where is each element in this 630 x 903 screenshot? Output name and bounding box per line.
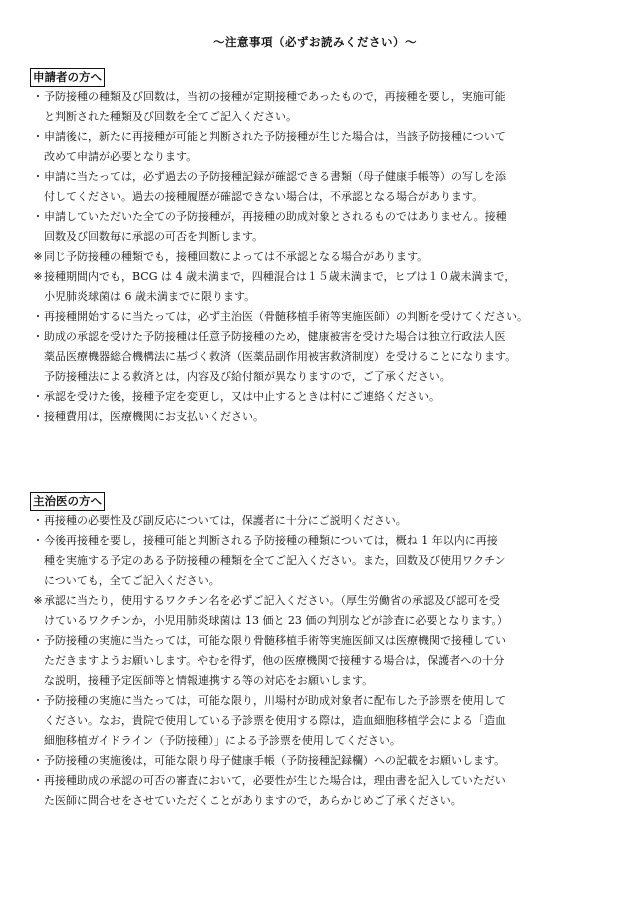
bullet-mark: ・ [32, 90, 44, 103]
bullet-mark: ・ [32, 534, 44, 547]
note-text: 予防接種の実施に当たっては，可能な限り骨髄移植手術等実施医師又は医療機関で接種してい [44, 634, 506, 647]
note-continuation-line [0, 711, 630, 731]
note-continuation-line [0, 551, 630, 571]
note-first-line [0, 631, 630, 651]
note-first-line [0, 87, 630, 107]
note-text: 回数及び回数毎に承認の可否を判断します。 [44, 230, 264, 243]
note-continuation-line [0, 287, 630, 307]
bullet-mark: ・ [32, 774, 44, 787]
note-continuation-line [0, 791, 630, 811]
document-title: 〜注意事項（必ずお読みください）〜 [213, 35, 417, 49]
note-item [0, 771, 630, 811]
note-first-line [0, 327, 630, 347]
note-text: 再接種助成の承認の可否の審査において，必要性が生じた場合は，理由書を記入していただい [44, 774, 506, 787]
note-continuation-line [0, 107, 630, 127]
note-text: た医師に問合せをさせていただくことがありますので，あらかじめご了承ください。 [44, 794, 462, 807]
bullet-mark: ・ [32, 330, 44, 343]
note-first-line [0, 511, 630, 531]
bullet-mark: ・ [32, 310, 44, 323]
physician-heading: 主治医の方へ [30, 492, 105, 511]
bullet-mark: ・ [32, 634, 44, 647]
note-text: 細胞移植ガイドライン（予防接種）」による予診票を使用してください。 [44, 734, 401, 747]
note-continuation-line [0, 227, 630, 247]
note-text: ください。なお，貴院で使用している予診票を使用する際は，造血細胞移植学会による「造血 [44, 714, 506, 727]
bullet-mark: ・ [32, 170, 44, 183]
note-text: 助成の承認を受けた予防接種は任意予防接種のため，健康被害を受けた場合は独立行政法人医 [44, 330, 506, 343]
note-first-line [0, 167, 630, 187]
note-first-line [0, 407, 630, 427]
note-continuation-line [0, 571, 630, 591]
note-text: 改めて申請が必要となります。 [44, 150, 198, 163]
note-text: 接種費用は，医療機関にお支払いください。 [44, 410, 264, 423]
note-text: 申請していただいた全ての予防接種が，再接種の助成対象とされるものではありません。接種 [44, 210, 507, 223]
reference-mark: ※ [33, 250, 43, 263]
note-item [0, 387, 630, 407]
note-first-line [0, 591, 630, 611]
reference-mark: ※ [33, 270, 43, 283]
note-item [0, 407, 630, 427]
note-text: 申請後に，新たに再接種が可能と判断された予防接種が生じた場合は，当該予防接種について [44, 130, 506, 143]
note-item [0, 691, 630, 751]
note-text: 予防接種の実施に当たっては，可能な限り，川場村が助成対象者に配布した予診票を使用して [44, 694, 506, 707]
note-item [0, 327, 630, 387]
note-text: 申請に当たっては，必ず過去の予防接種記録が確認できる書類（母子健康手帳等）の写しを添 [44, 170, 506, 183]
note-item [0, 751, 630, 771]
note-text: 承認を受けた後，接種予定を変更し，又は中止するときは村にご連絡ください。 [44, 390, 440, 403]
note-first-line [0, 247, 630, 267]
note-item [0, 207, 630, 247]
note-continuation-line [0, 147, 630, 167]
note-item [0, 127, 630, 167]
note-text: 小児肺炎球菌は 6 歳未満までに限ります。 [44, 290, 256, 303]
physician-notes-list [0, 511, 630, 811]
note-first-line [0, 127, 630, 147]
note-text: 再接種の必要性及び副反応については，保護者に十分にご説明ください。 [44, 514, 407, 527]
note-text: 薬品医療機器総合機構法に基づく救済（医薬品副作用被害救済制度）を受けることになります。 [44, 350, 517, 363]
note-item [0, 511, 630, 531]
note-first-line [0, 531, 630, 551]
note-continuation-line [0, 187, 630, 207]
bullet-mark: ・ [32, 694, 44, 707]
note-first-line [0, 307, 630, 327]
note-text: 予防接種の種類及び回数は，当初の接種が定期接種であったもので，再接種を要し，実施可能 [44, 90, 506, 103]
note-text: 承認に当たり，使用するワクチン名を必ずご記入ください。（厚生労働省の承認及び認可を受 [44, 594, 500, 607]
note-text: 種を実施する予定のある予防接種の種類を全てご記入ください。また，回数及び使用ワクチン [44, 554, 506, 567]
note-text: 再接種開始するに当たっては，必ず主治医（骨髄移植手術等実施医師）の判断を受けてください。 [44, 310, 528, 323]
note-item [0, 87, 630, 127]
note-text: 今後再接種を要し，接種可能と判断される予防接種の種類については，概ね 1 年以内に再接 [44, 534, 498, 547]
note-text: 予防接種法による救済とは，内容及び給付額が異なりますので，ご了承ください。 [44, 370, 451, 383]
reference-mark: ※ [33, 594, 43, 607]
bullet-mark: ・ [32, 390, 44, 403]
bullet-mark: ・ [32, 210, 44, 223]
note-text: 予防接種の実施後は，可能な限り母子健康手帳（予防接種記録欄）への記載をお願いします。 [44, 754, 506, 767]
note-continuation-line [0, 367, 630, 387]
note-item [0, 631, 630, 691]
bullet-mark: ・ [32, 130, 44, 143]
note-item [0, 307, 630, 327]
note-item [0, 267, 630, 307]
bullet-mark: ・ [32, 410, 44, 423]
bullet-mark: ・ [32, 754, 44, 767]
applicant-heading: 申請者の方へ [30, 68, 105, 87]
note-text: けているワクチンか，小児用肺炎球菌は 13 価と 23 価の判別などが診査に必要となります。） [44, 614, 509, 627]
note-continuation-line [0, 611, 630, 631]
note-first-line [0, 207, 630, 227]
applicant-notes-list [0, 87, 630, 427]
note-first-line [0, 267, 630, 287]
note-first-line [0, 771, 630, 791]
bullet-mark: ・ [32, 514, 44, 527]
note-continuation-line [0, 347, 630, 367]
note-text: 接種期間内でも，BCG は 4 歳未満まで，四種混合は１５歳未満まで，ヒブは１０歳未満まで， [44, 270, 516, 283]
note-continuation-line [0, 731, 630, 751]
note-text: についても，全てご記入ください。 [44, 574, 220, 587]
note-text: ただきますようお願いします。やむを得ず，他の医療機関で接種する場合は，保護者への十分 [44, 654, 505, 667]
note-continuation-line [0, 651, 630, 671]
note-text: 同じ予防接種の種類でも，接種回数によっては不承認となる場合があります。 [44, 250, 429, 263]
note-text: と判断された種類及び回数を全てご記入ください。 [44, 110, 297, 123]
note-item [0, 247, 630, 267]
note-text: 付してください。過去の接種履歴が確認できない場合は，不承認となる場合があります。 [44, 190, 484, 203]
note-first-line [0, 691, 630, 711]
note-item [0, 591, 630, 631]
note-first-line [0, 387, 630, 407]
note-item [0, 167, 630, 207]
note-text: な説明，接種予定医師等と情報連携する等の対応をお願いします。 [44, 674, 374, 687]
note-first-line [0, 751, 630, 771]
note-continuation-line [0, 671, 630, 691]
note-item [0, 531, 630, 591]
